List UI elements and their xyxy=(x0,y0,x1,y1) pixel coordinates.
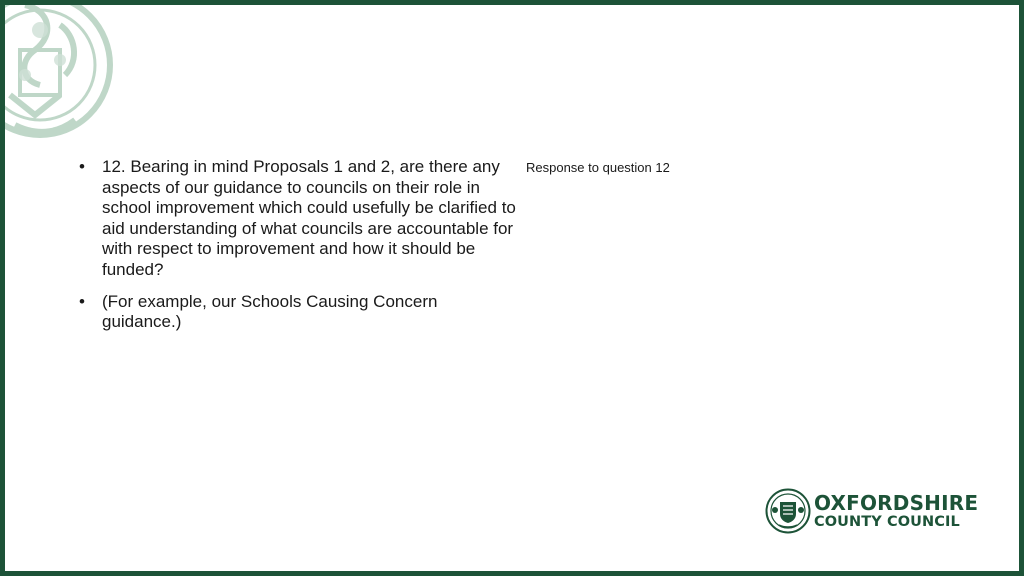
council-crest-watermark-icon xyxy=(0,0,115,165)
bullet-marker: • xyxy=(79,291,85,311)
council-crest-seal-icon xyxy=(765,488,811,534)
bullet-marker: • xyxy=(79,157,85,176)
oxfordshire-logo xyxy=(765,488,979,536)
question-text: 12. Bearing in mind Proposals 1 and 2, are there any aspects of our guidance to councils on their role in school improvement which could usefully be clarified to aid understanding of what councils are accountable for with respect to improvement and how it should be funded? xyxy=(102,157,516,279)
logo-text-oxfordshire: OXFORDSHIRE xyxy=(814,491,979,515)
bullet-item xyxy=(77,292,517,333)
response-label: Response to question 12 xyxy=(526,160,670,175)
example-text: (For example, our Schools Causing Concern guidance.) xyxy=(102,291,438,332)
question-bullet-list xyxy=(77,157,517,344)
logo-text-county-council: COUNTY COUNCIL xyxy=(814,514,960,530)
bullet-item xyxy=(77,157,517,281)
